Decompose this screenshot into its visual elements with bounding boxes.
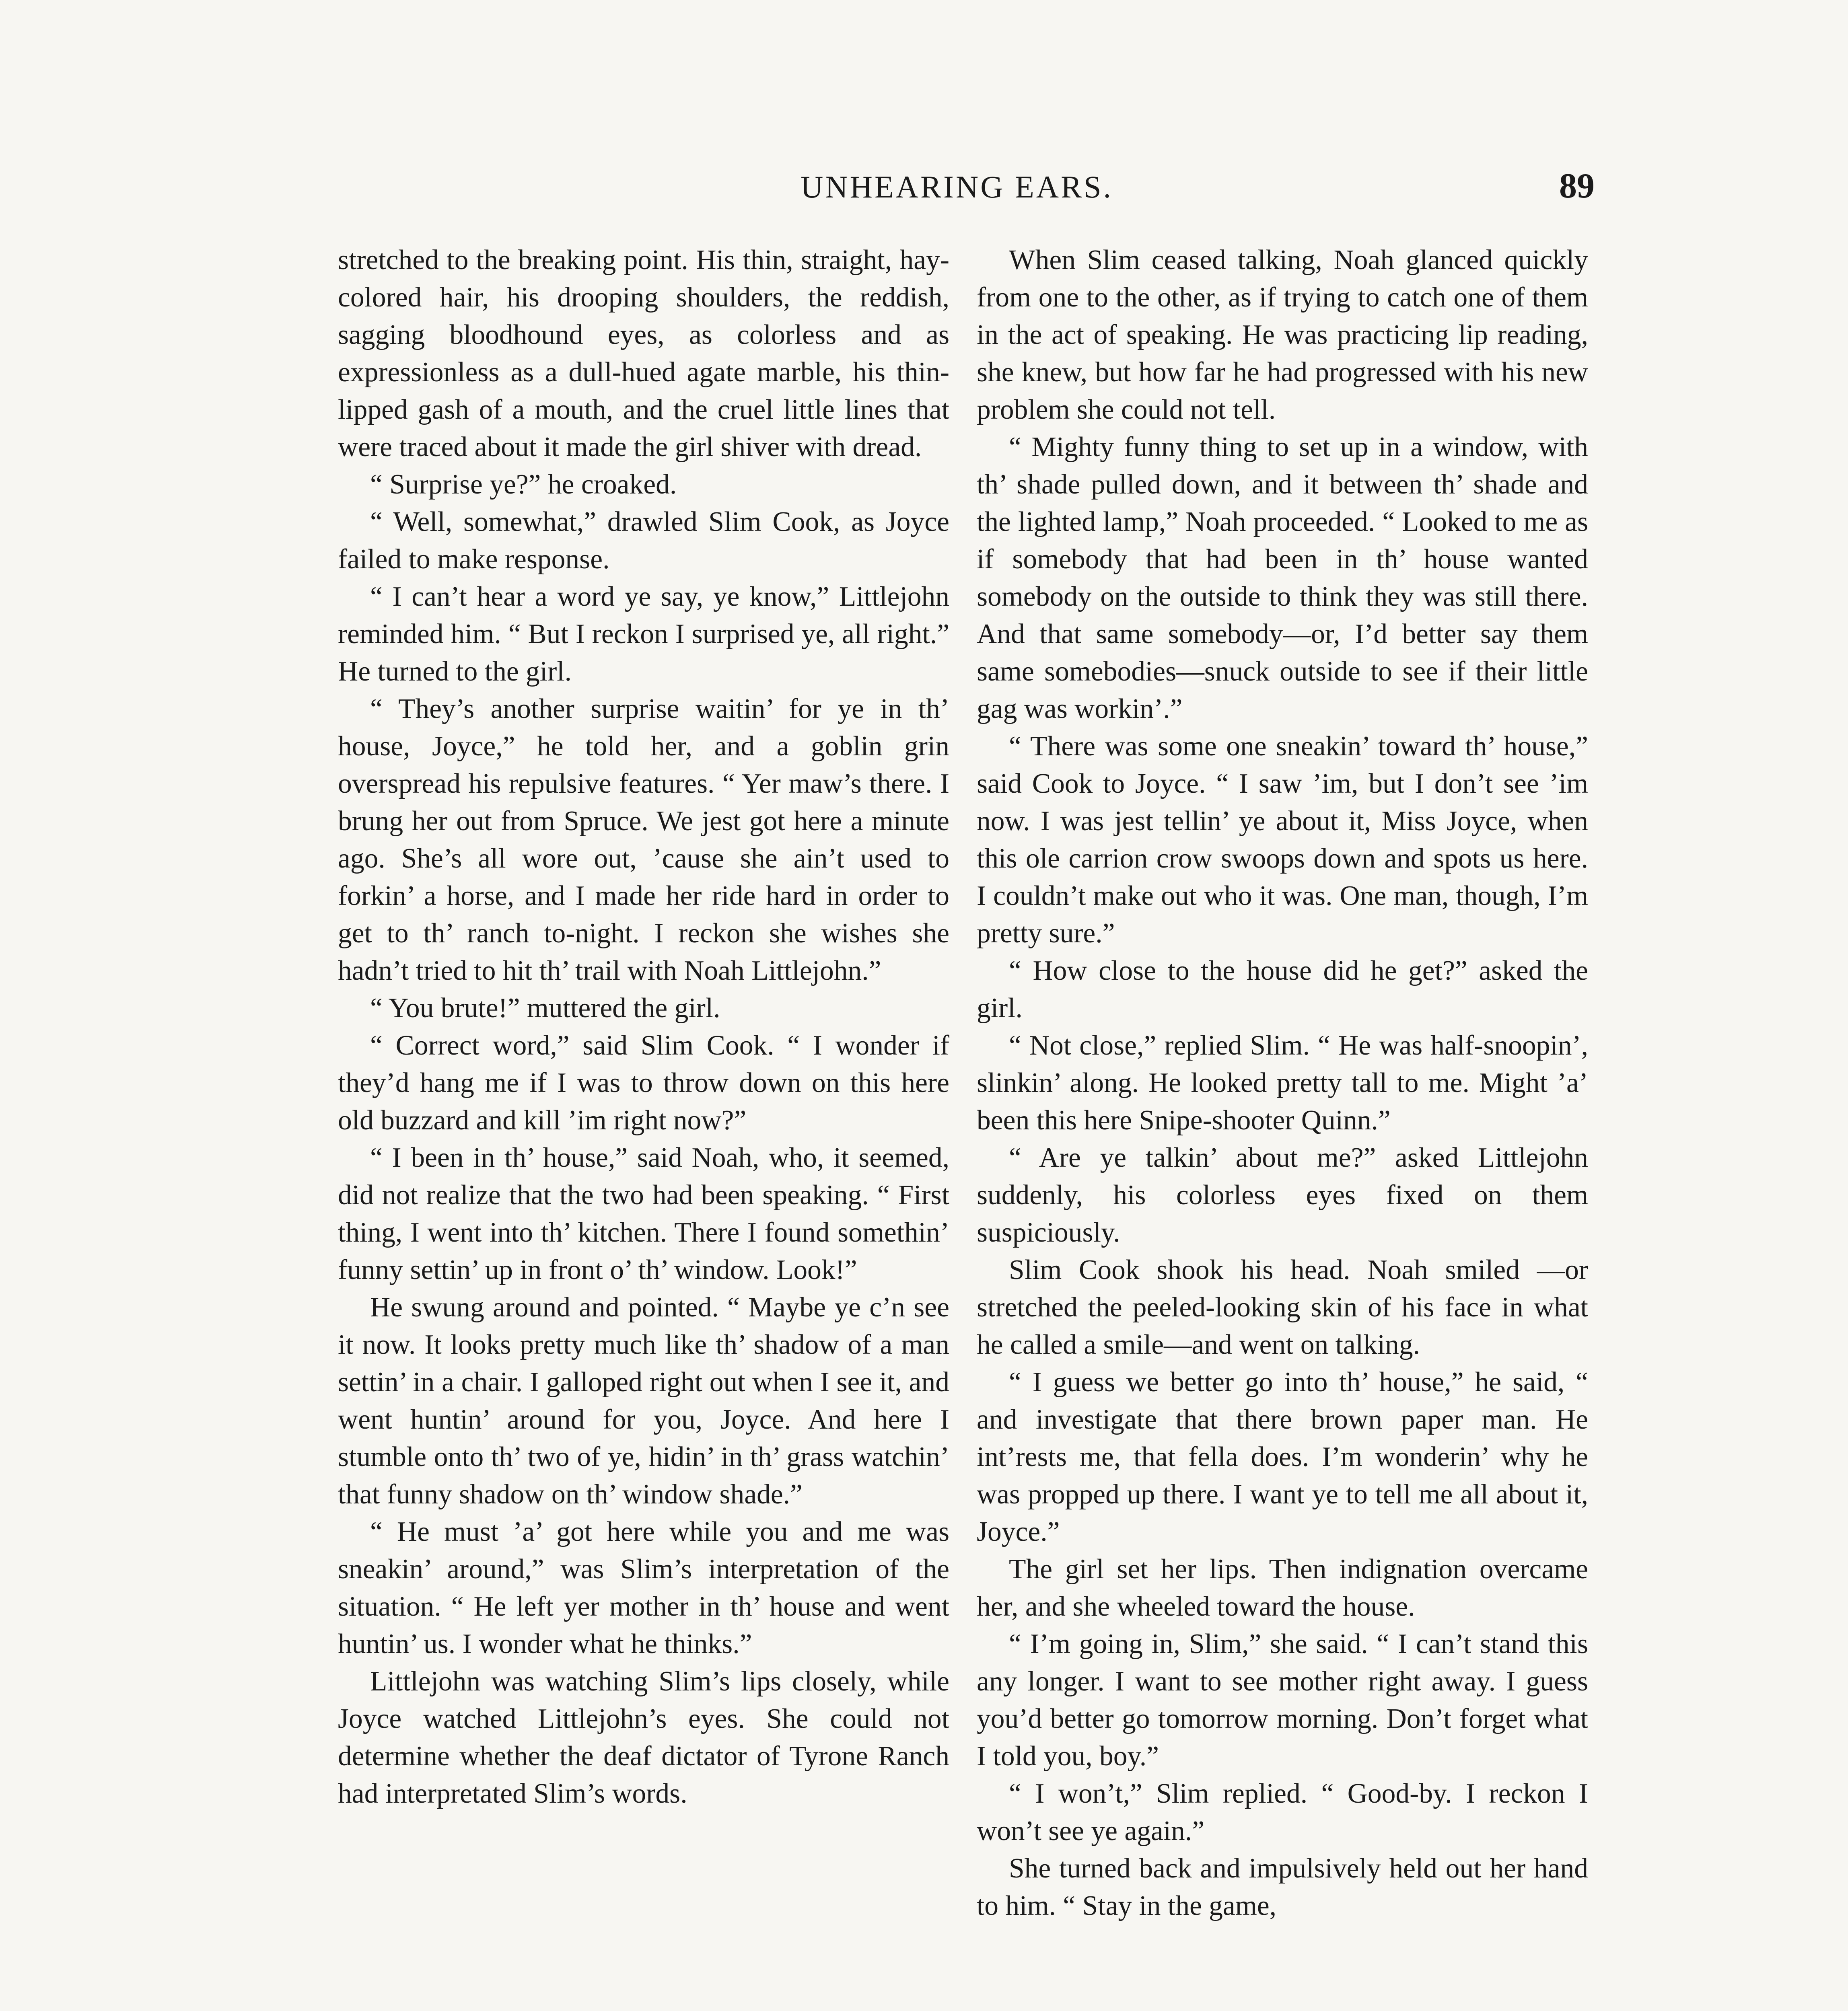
- paragraph: “ They’s another surprise waitin’ for ye in th’ house, Joyce,” he told her, and a goblin grin overspread his repulsive features. “ Yer maw’s there. I brung her out from Spruce. We jest got here a minute ago. She’s all wore out, ’cause she ain’t used to forkin’ a horse, and I made her ride hard in order to get to th’ ranch to-night. I reckon she wishes she hadn’t tried to hit th’ trail with Noah Littlejohn.”: [338, 693, 949, 986]
- paragraph: “ Surprise ye?” he croaked.: [370, 469, 677, 500]
- paragraph: Slim Cook shook his head. Noah smiled —or stretched the peeled-looking skin of his face in what he called a smile—and went on talking.: [977, 1254, 1588, 1360]
- page-number: 89: [1559, 167, 1595, 206]
- paragraph: “ Well, somewhat,” drawled Slim Cook, as Joyce failed to make response.: [338, 506, 949, 575]
- paragraph: “ Not close,” replied Slim. “ He was half-snoopin’, slinkin’ along. He looked pretty tall to me. Might ’a’ been this here Snipe-shooter Quinn.”: [977, 1030, 1588, 1136]
- paragraph: Littlejohn was watching Slim’s lips closely, while Joyce watched Littlejohn’s eyes. She could not determine whether the deaf dictator of Tyrone Ranch had interpretated Slim’s words.: [338, 1666, 949, 1809]
- paragraph: “ Mighty funny thing to set up in a window, with th’ shade pulled down, and it between th’ shade and the lighted lamp,” Noah proceeded. “ Looked to me as if somebody that had been in th’ house wanted somebody on the outside to think they was still there. And that same somebody—or, I’d better say them same somebodies—snuck outside to see if their little gag was workin’.”: [977, 432, 1588, 724]
- paragraph: “ Are ye talkin’ about me?” asked Littlejohn suddenly, his colorless eyes fixed on them suspiciously.: [977, 1142, 1588, 1248]
- paragraph: “ I can’t hear a word ye say, ye know,” Littlejohn reminded him. “ But I reckon I surprised ye, all right.” He turned to the girl.: [338, 581, 949, 687]
- paragraph: “ I been in th’ house,” said Noah, who, it seemed, did not realize that the two had been speaking. “ First thing, I went into th’ kitchen. There I found somethin’ funny settin’ up in front o’ th’ window. Look!”: [338, 1142, 949, 1285]
- paragraph: stretched to the breaking point. His thin, straight, hay-colored hair, his drooping shoulders, the reddish, sagging bloodhound eyes, as colorless and as expressionless as a dull-hued agate marble, his thin-lipped gash of a mouth, and the cruel little lines that were traced about it made the girl shiver with dread.: [338, 245, 949, 463]
- paragraph: “ How close to the house did he get?” asked the girl.: [977, 955, 1588, 1024]
- paragraph: When Slim ceased talking, Noah glanced quickly from one to the other, as if trying to catch one of them in the act of speaking. He was practicing lip reading, she knew, but how far he had progressed with his new problem she could not tell.: [977, 245, 1588, 425]
- paragraph: “ Correct word,” said Slim Cook. “ I wonder if they’d hang me if I was to throw down on this here old buzzard and kill ’im right now?”: [338, 1030, 949, 1136]
- paragraph: “ I guess we better go into th’ house,” he said, “ and investigate that there brown paper man. He int’rests me, that fella does. I’m wonderin’ why he was propped up there. I want ye to tell me all about it, Joyce.”: [977, 1367, 1588, 1547]
- paragraph: “ I won’t,” Slim replied. “ Good-by. I reckon I won’t see ye again.”: [977, 1778, 1588, 1847]
- paragraph: “ He must ’a’ got here while you and me was sneakin’ around,” was Slim’s interpretation of the situation. “ He left yer mother in th’ house and went huntin’ us. I wonder what he thinks.”: [338, 1516, 949, 1659]
- running-head: UNHEARING EARS.: [801, 169, 1113, 204]
- paragraph: “ There was some one sneakin’ toward th’ house,” said Cook to Joyce. “ I saw ’im, but I don’t see ’im now. I was jest tellin’ ye about it, Miss Joyce, when this ole carrion crow swoops down and spots us here. I couldn’t make out who it was. One man, though, I’m pretty sure.”: [977, 731, 1588, 949]
- left-text-column: [338, 241, 949, 1812]
- paragraph: The girl set her lips. Then indignation overcame her, and she wheeled toward the house.: [977, 1554, 1588, 1622]
- paragraph: “ I’m going in, Slim,” she said. “ I can’t stand this any longer. I want to see mother right away. I guess you’d better go tomorrow morning. Don’t forget what I told you, boy.”: [977, 1629, 1588, 1772]
- paragraph: She turned back and impulsively held out her hand to him. “ Stay in the game,: [977, 1853, 1588, 1921]
- paragraph: “ You brute!” muttered the girl.: [370, 993, 720, 1024]
- paragraph: He swung around and pointed. “ Maybe ye c’n see it now. It looks pretty much like th’ shadow of a man settin’ in a chair. I galloped right out when I see it, and went huntin’ around for you, Joyce. And here I stumble onto th’ two of ye, hidin’ in th’ grass watchin’ that funny shadow on th’ window shade.”: [338, 1292, 949, 1510]
- right-text-column: [977, 241, 1588, 1925]
